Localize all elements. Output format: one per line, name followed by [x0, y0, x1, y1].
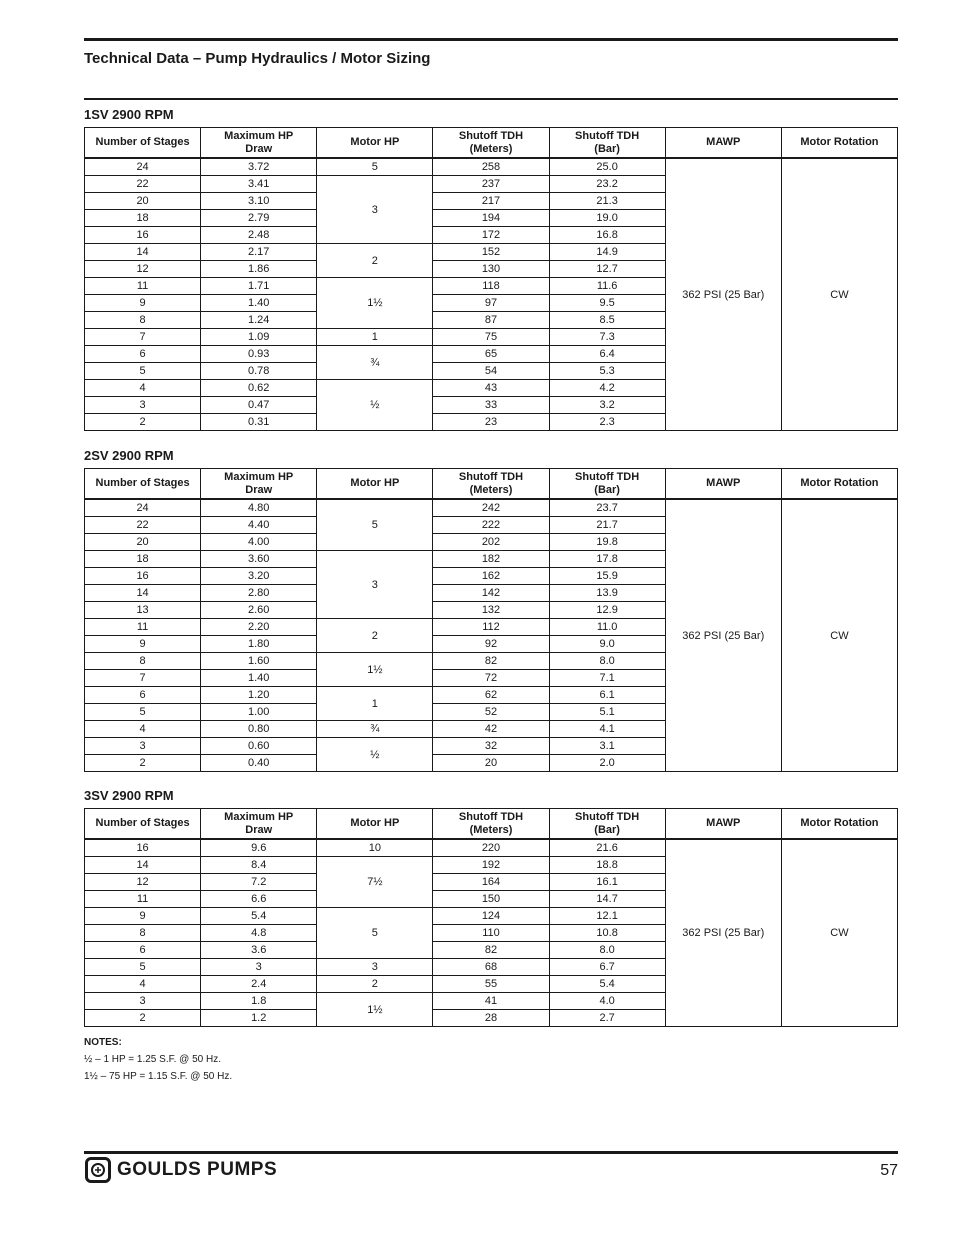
table-cell: 92	[433, 636, 549, 653]
table-cell: 162	[433, 568, 549, 585]
table-cell: 2	[85, 414, 201, 431]
table-cell: 23	[433, 414, 549, 431]
column-header: Motor Rotation	[781, 809, 897, 840]
table-cell: 150	[433, 891, 549, 908]
table-cell: 62	[433, 687, 549, 704]
table-cell: 6	[85, 346, 201, 363]
table-cell: 6	[85, 942, 201, 959]
table-row	[85, 158, 898, 176]
table-cell: 1.09	[201, 329, 317, 346]
table-cell: 182	[433, 551, 549, 568]
column-header: MAWP	[665, 128, 781, 159]
column-header: MAWP	[665, 809, 781, 840]
table-2sv	[84, 468, 898, 772]
motor-hp-cell: 2	[317, 976, 433, 993]
top-rule	[84, 38, 898, 41]
table-cell: 14	[85, 857, 201, 874]
table-cell: 43	[433, 380, 549, 397]
table-cell: 13	[85, 602, 201, 619]
column-header: Shutoff TDH (Bar)	[549, 469, 665, 500]
table-cell: 6.6	[201, 891, 317, 908]
table-cell: 217	[433, 193, 549, 210]
table-cell: 72	[433, 670, 549, 687]
motor-hp-cell: ¾	[317, 346, 433, 380]
page-number: 57	[880, 1162, 898, 1179]
page-title: Technical Data – Pump Hydraulics / Motor Sizing	[84, 50, 431, 67]
table-cell: 7.2	[201, 874, 317, 891]
table-cell: 0.93	[201, 346, 317, 363]
table-cell: 20	[85, 193, 201, 210]
table-cell: 192	[433, 857, 549, 874]
table-1sv	[84, 127, 898, 431]
table-cell: 2.48	[201, 227, 317, 244]
column-header: Shutoff TDH (Bar)	[549, 809, 665, 840]
table-cell: 21.3	[549, 193, 665, 210]
table-cell: 4.00	[201, 534, 317, 551]
mawp-cell: 362 PSI (25 Bar)	[665, 499, 781, 772]
table-cell: 0.62	[201, 380, 317, 397]
table-cell: 4.0	[549, 993, 665, 1010]
table-cell: 2.7	[549, 1010, 665, 1027]
motor-hp-cell: 3	[317, 959, 433, 976]
table-cell: 110	[433, 925, 549, 942]
table-cell: 0.60	[201, 738, 317, 755]
table-cell: 18.8	[549, 857, 665, 874]
table-cell: 14	[85, 585, 201, 602]
table-cell: 87	[433, 312, 549, 329]
table-cell: 3	[85, 397, 201, 414]
table-cell: 1.40	[201, 670, 317, 687]
table-cell: 0.80	[201, 721, 317, 738]
table-cell: 5	[85, 959, 201, 976]
table-cell: 2	[85, 1010, 201, 1027]
column-header: Shutoff TDH (Meters)	[433, 128, 549, 159]
table-3sv	[84, 808, 898, 1027]
motor-hp-cell: 1½	[317, 653, 433, 687]
table-cell: 132	[433, 602, 549, 619]
table-cell: 1.24	[201, 312, 317, 329]
table-cell: 8.5	[549, 312, 665, 329]
table-cell: 3	[85, 993, 201, 1010]
column-header: Maximum HP Draw	[201, 128, 317, 159]
table-cell: 2.4	[201, 976, 317, 993]
table-cell: 222	[433, 517, 549, 534]
table-cell: 5.3	[549, 363, 665, 380]
table-cell: 8	[85, 653, 201, 670]
table-cell: 8	[85, 312, 201, 329]
table-cell: 7.3	[549, 329, 665, 346]
table-cell: 2	[85, 755, 201, 772]
table-cell: 12.7	[549, 261, 665, 278]
motor-hp-cell: 1	[317, 329, 433, 346]
table-cell: 3.60	[201, 551, 317, 568]
motor-hp-cell: 3	[317, 551, 433, 619]
table-cell: 33	[433, 397, 549, 414]
table-cell: 17.8	[549, 551, 665, 568]
column-header: Maximum HP Draw	[201, 809, 317, 840]
table-cell: 23.7	[549, 499, 665, 517]
table-cell: 1.20	[201, 687, 317, 704]
table-cell: 2.3	[549, 414, 665, 431]
table-cell: 9.5	[549, 295, 665, 312]
column-header: MAWP	[665, 469, 781, 500]
table-cell: 3	[85, 738, 201, 755]
brand-logo	[85, 1157, 277, 1183]
table-cell: 0.78	[201, 363, 317, 380]
goulds-logo-icon	[85, 1157, 111, 1183]
motor-hp-cell: 3	[317, 176, 433, 244]
section-title-3sv: 3SV 2900 RPM	[84, 788, 174, 803]
table-cell: 82	[433, 653, 549, 670]
table-cell: 4.2	[549, 380, 665, 397]
table-cell: 3.41	[201, 176, 317, 193]
column-header: Maximum HP Draw	[201, 469, 317, 500]
table-cell: 7	[85, 329, 201, 346]
table-cell: 24	[85, 499, 201, 517]
motor-hp-cell: ½	[317, 738, 433, 772]
table-cell: 7.1	[549, 670, 665, 687]
table-cell: 12.9	[549, 602, 665, 619]
table-cell: 19.0	[549, 210, 665, 227]
table-cell: 65	[433, 346, 549, 363]
column-header: Shutoff TDH (Meters)	[433, 469, 549, 500]
section-title-2sv: 2SV 2900 RPM	[84, 448, 174, 463]
column-header: Motor HP	[317, 128, 433, 159]
table-cell: 16.8	[549, 227, 665, 244]
table-cell: 152	[433, 244, 549, 261]
table-cell: 21.7	[549, 517, 665, 534]
table-cell: 7	[85, 670, 201, 687]
table-cell: 1.8	[201, 993, 317, 1010]
table-cell: 3.1	[549, 738, 665, 755]
motor-hp-cell: ½	[317, 380, 433, 431]
table-cell: 15.9	[549, 568, 665, 585]
table-cell: 2.0	[549, 755, 665, 772]
table-cell: 54	[433, 363, 549, 380]
column-header: Motor HP	[317, 809, 433, 840]
table-cell: 0.40	[201, 755, 317, 772]
table-cell: 18	[85, 210, 201, 227]
motor-hp-cell: 1	[317, 687, 433, 721]
table-cell: 5.1	[549, 704, 665, 721]
table-cell: 0.31	[201, 414, 317, 431]
table-cell: 42	[433, 721, 549, 738]
table-cell: 112	[433, 619, 549, 636]
table-cell: 1.00	[201, 704, 317, 721]
table-cell: 242	[433, 499, 549, 517]
table-row	[85, 839, 898, 857]
table-cell: 1.71	[201, 278, 317, 295]
table-cell: 1.80	[201, 636, 317, 653]
table-cell: 11.0	[549, 619, 665, 636]
table-cell: 124	[433, 908, 549, 925]
column-header: Number of Stages	[85, 128, 201, 159]
table-cell: 6.4	[549, 346, 665, 363]
motor-hp-cell: 5	[317, 499, 433, 551]
column-header: Number of Stages	[85, 809, 201, 840]
column-header: Motor Rotation	[781, 469, 897, 500]
title-rule	[84, 98, 898, 100]
notes-heading: NOTES:	[84, 1037, 122, 1048]
table-cell: 6.1	[549, 687, 665, 704]
table-cell: 1.86	[201, 261, 317, 278]
table-cell: 130	[433, 261, 549, 278]
table-cell: 8	[85, 925, 201, 942]
motor-hp-cell: ¾	[317, 721, 433, 738]
table-cell: 3.72	[201, 158, 317, 176]
motor-hp-cell: 2	[317, 619, 433, 653]
table-cell: 8.0	[549, 942, 665, 959]
footer-rule	[84, 1151, 898, 1154]
table-cell: 12	[85, 261, 201, 278]
table-cell: 1.60	[201, 653, 317, 670]
table-cell: 172	[433, 227, 549, 244]
table-cell: 14.9	[549, 244, 665, 261]
table-cell: 22	[85, 176, 201, 193]
table-cell: 5	[85, 363, 201, 380]
table-cell: 0.47	[201, 397, 317, 414]
table-cell: 16	[85, 568, 201, 585]
table-cell: 3.10	[201, 193, 317, 210]
column-header: Number of Stages	[85, 469, 201, 500]
table-cell: 4.1	[549, 721, 665, 738]
table-cell: 18	[85, 551, 201, 568]
table-cell: 13.9	[549, 585, 665, 602]
table-cell: 16.1	[549, 874, 665, 891]
motor-rotation-cell: CW	[781, 499, 897, 772]
table-cell: 3.2	[549, 397, 665, 414]
table-cell: 22	[85, 517, 201, 534]
table-cell: 6.7	[549, 959, 665, 976]
table-cell: 5.4	[549, 976, 665, 993]
table-cell: 14.7	[549, 891, 665, 908]
mawp-cell: 362 PSI (25 Bar)	[665, 158, 781, 431]
table-cell: 202	[433, 534, 549, 551]
table-cell: 258	[433, 158, 549, 176]
section-title-1sv: 1SV 2900 RPM	[84, 107, 174, 122]
table-cell: 12	[85, 874, 201, 891]
motor-hp-cell: 2	[317, 244, 433, 278]
table-cell: 4.80	[201, 499, 317, 517]
table-cell: 52	[433, 704, 549, 721]
motor-hp-cell: 10	[317, 839, 433, 857]
table-cell: 2.17	[201, 244, 317, 261]
brand-name: GOULDS PUMPS	[117, 1159, 278, 1180]
table-cell: 8.4	[201, 857, 317, 874]
table-cell: 1.40	[201, 295, 317, 312]
table-cell: 220	[433, 839, 549, 857]
table-cell: 4	[85, 976, 201, 993]
table-cell: 9.6	[201, 839, 317, 857]
table-cell: 10.8	[549, 925, 665, 942]
table-cell: 20	[85, 534, 201, 551]
table-cell: 23.2	[549, 176, 665, 193]
table-cell: 11.6	[549, 278, 665, 295]
note-line: ½ – 1 HP = 1.25 S.F. @ 50 Hz.	[84, 1054, 221, 1065]
table-cell: 2.80	[201, 585, 317, 602]
table-cell: 82	[433, 942, 549, 959]
motor-hp-cell: 5	[317, 908, 433, 959]
table-cell: 4	[85, 380, 201, 397]
table-cell: 2.79	[201, 210, 317, 227]
table-cell: 16	[85, 839, 201, 857]
table-cell: 21.6	[549, 839, 665, 857]
table-cell: 9	[85, 295, 201, 312]
table-cell: 9.0	[549, 636, 665, 653]
column-header: Shutoff TDH (Meters)	[433, 809, 549, 840]
table-cell: 5.4	[201, 908, 317, 925]
table-cell: 118	[433, 278, 549, 295]
table-cell: 3	[201, 959, 317, 976]
table-cell: 68	[433, 959, 549, 976]
table-cell: 97	[433, 295, 549, 312]
table-cell: 55	[433, 976, 549, 993]
table-cell: 11	[85, 619, 201, 636]
mawp-cell: 362 PSI (25 Bar)	[665, 839, 781, 1027]
column-header: Motor Rotation	[781, 128, 897, 159]
motor-rotation-cell: CW	[781, 158, 897, 431]
table-cell: 3.6	[201, 942, 317, 959]
table-cell: 25.0	[549, 158, 665, 176]
table-cell: 4	[85, 721, 201, 738]
table-cell: 14	[85, 244, 201, 261]
table-cell: 2.60	[201, 602, 317, 619]
table-cell: 237	[433, 176, 549, 193]
table-row	[85, 499, 898, 517]
table-cell: 1.2	[201, 1010, 317, 1027]
motor-hp-cell: 1½	[317, 993, 433, 1027]
column-header: Motor HP	[317, 469, 433, 500]
note-line: 1½ – 75 HP = 1.15 S.F. @ 50 Hz.	[84, 1071, 233, 1082]
notes	[84, 1034, 232, 1085]
table-cell: 11	[85, 891, 201, 908]
table-cell: 9	[85, 636, 201, 653]
table-cell: 32	[433, 738, 549, 755]
table-cell: 20	[433, 755, 549, 772]
motor-hp-cell: 1½	[317, 278, 433, 329]
table-cell: 19.8	[549, 534, 665, 551]
table-cell: 194	[433, 210, 549, 227]
motor-rotation-cell: CW	[781, 839, 897, 1027]
table-cell: 142	[433, 585, 549, 602]
table-cell: 8.0	[549, 653, 665, 670]
table-cell: 24	[85, 158, 201, 176]
table-cell: 75	[433, 329, 549, 346]
table-cell: 4.8	[201, 925, 317, 942]
table-cell: 164	[433, 874, 549, 891]
table-cell: 28	[433, 1010, 549, 1027]
table-cell: 41	[433, 993, 549, 1010]
table-cell: 3.20	[201, 568, 317, 585]
column-header: Shutoff TDH (Bar)	[549, 128, 665, 159]
table-cell: 9	[85, 908, 201, 925]
table-cell: 16	[85, 227, 201, 244]
motor-hp-cell: 7½	[317, 857, 433, 908]
table-cell: 5	[85, 704, 201, 721]
table-cell: 6	[85, 687, 201, 704]
table-cell: 2.20	[201, 619, 317, 636]
table-cell: 4.40	[201, 517, 317, 534]
table-cell: 12.1	[549, 908, 665, 925]
table-cell: 11	[85, 278, 201, 295]
motor-hp-cell: 5	[317, 158, 433, 176]
